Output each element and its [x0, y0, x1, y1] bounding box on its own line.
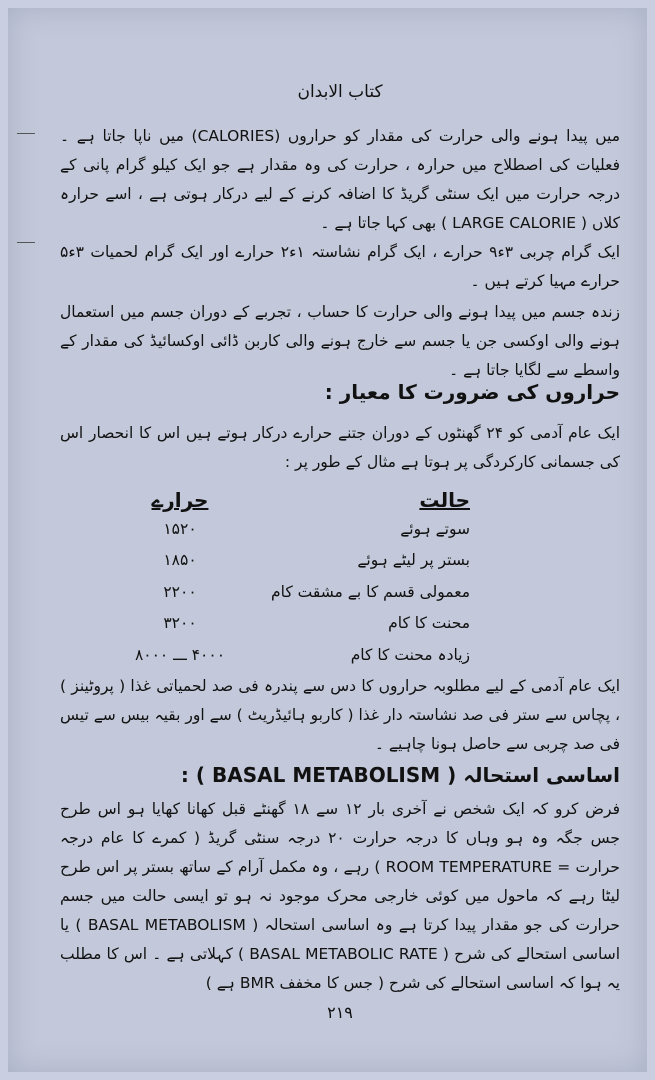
- cell-calories: ۲۲۰۰: [163, 582, 197, 601]
- table-row: [60, 583, 620, 615]
- paragraph-daily-need: ایک عام آدمی کو ۲۴ گھنٹوں کے دوران جتنے حرارے درکار ہوتے ہیں اس کا انحصار اس کی جسمانی کارکردگی پر ہوتا ہے مثال کے طور پر :: [60, 424, 620, 471]
- table-row: [60, 614, 620, 646]
- paragraph-calories: میں پیدا ہونے والی حرارت کی مقدار کو حراروں (CALORIES) میں ناپا جاتا ہے ۔ فعلیات کی اصطلاح میں حرارہ ، حرارت کی وہ مقدار ہے جو ایک کیلو گرام پانی کے درجہ حرارت میں ایک سنٹی گریڈ کا اضافہ کرنے کے لیے درکار ہوتی ہے ، اسے حرارہ کلاں ( LARGE CALORIE ) بھی کہا جاتا ہے ۔: [60, 127, 621, 232]
- cell-calories: ۳۲۰۰: [163, 614, 197, 632]
- paragraph-basal-metabolism: فرض کرو کہ ایک شخص نے آخری بار ۱۲ سے ۱۸ گھنٹے قبل کھانا کھایا ہو اس طرح جس جگہ وہ ہو وہاں کا درجہ حرارت ۲۰ درجہ سنٹی گریڈ ( کمرے کا عام درجہ حرارت = ROOM TEMPERATURE ) رہے ، وہ مکمل آرام کے ساتھ بستر پر اس طرح لیٹا رہے کہ ماحول میں کوئی خارجی محرک موجود نہ ہو تو ایسی حالت میں جسم حرارت کی جو مقدار پیدا کرتا ہے وہ اساسی استحالہ ( BASAL METABOLISM ) یا اساسی استحالے کی شرح ( BASAL METABOLIC RATE ) کہلاتی ہے ۔ اس کا مطلب یہ ہوا کہ اساسی استحالے کی شرح ( جس کا مخفف BMR ہے ): [60, 800, 620, 992]
- page-number: ۲۱۹: [327, 1003, 353, 1022]
- cell-calories: ۴۰۰۰ ـــ ۸۰۰۰: [134, 645, 226, 664]
- cell-calories: ۱۵۲۰: [163, 519, 197, 538]
- paragraph-gram-values: ایک گرام چربی ۳ء۹ حرارے ، ایک گرام نشاستہ ۱ء۲ حرارے اور ایک گرام لحمیات ۳ء۵ حرارے مہیا کرتے ہیں ۔: [60, 243, 621, 290]
- table-row: [60, 551, 620, 583]
- column-header-state: حالت: [419, 488, 470, 512]
- cell-calories: ۱۸۵۰: [163, 551, 197, 569]
- running-header: کتاب الابدان: [297, 82, 383, 102]
- paragraph-nutrient-split: ایک عام آدمی کے لیے مطلوبہ حراروں کا دس سے پندرہ فی صد لحمیاتی غذا ( پروٹینز ) ، پچاس سے ستر فی صد نشاستہ دار غذا ( کاربو ہائیڈریٹ ) سے اور بقیہ بیس سے تیس فی صد چربی سے حاصل ہونا چاہیے ۔: [60, 677, 620, 753]
- heading-basal-metabolism: اساسی استحالہ ( BASAL METABOLISM ) :: [180, 763, 620, 787]
- cell-state: سوتے ہوئے: [400, 519, 470, 538]
- cell-state: زیادہ محنت کا کام: [350, 645, 470, 664]
- cell-state: محنت کا کام: [388, 614, 470, 632]
- table-header-row: [60, 488, 620, 520]
- margin-mark-top: [17, 133, 35, 134]
- calorie-table: [60, 488, 620, 677]
- cell-state: معمولی قسم کا بے مشقت کام: [271, 582, 470, 601]
- column-header-calories: حرارے: [151, 488, 209, 512]
- cell-state: بستر پر لیٹے ہوئے: [357, 551, 470, 569]
- margin-mark-middle: [17, 242, 35, 243]
- heading-calorie-requirement: حراروں کی ضرورت کا معیار :: [324, 380, 620, 404]
- paragraph-measurement: زندہ جسم میں پیدا ہونے والی حرارت کا حساب ، تجربے کے دوران جسم میں استعمال ہونے والی اوکسی جن یا جسم سے خارج ہونے والی کاربن ڈائی اوکسائیڈ کی مقدار کے واسطے سے لگایا جاتا ہے ۔: [60, 303, 620, 379]
- table-row: [60, 520, 620, 552]
